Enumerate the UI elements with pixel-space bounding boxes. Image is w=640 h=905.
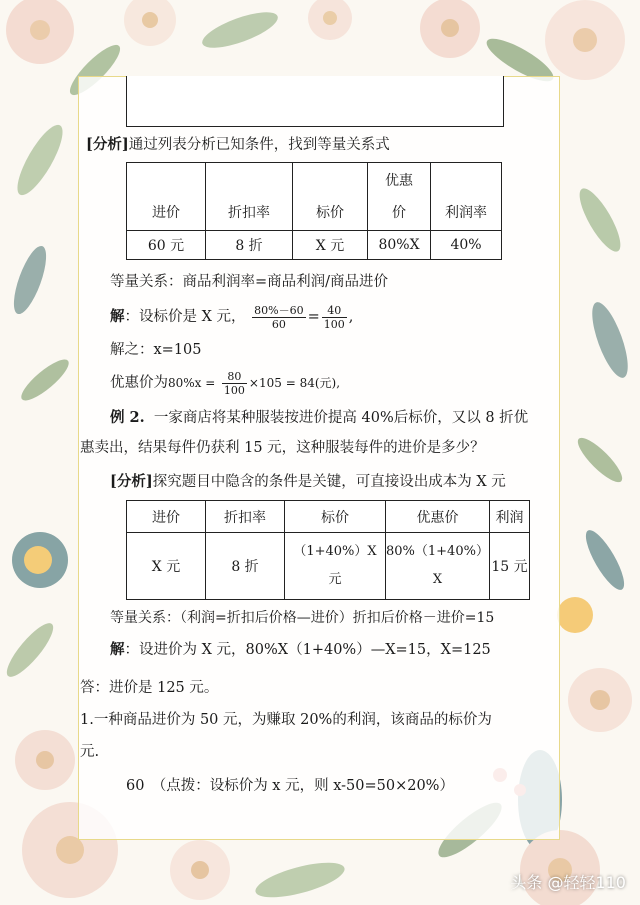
hint: 60 （点拨：设标价为 x 元，则 x-50=50×20%） bbox=[126, 778, 454, 794]
table-1-cell: 60 元 bbox=[127, 231, 206, 260]
solution-1-label: 解 bbox=[110, 308, 125, 325]
watermark: 头条 @轻轻110 bbox=[510, 873, 626, 892]
problem-1-line-2: 元. bbox=[80, 744, 100, 760]
equal-relation-1: 等量关系：商品利润率=商品利润/商品进价 bbox=[110, 274, 389, 290]
solution-2-text: ：设进价为 X 元，80%X（1+40%）—X=15，X=125 bbox=[124, 642, 491, 658]
table-2 bbox=[126, 500, 530, 600]
solution-2 bbox=[110, 640, 491, 660]
discount-price-pre: 优惠价为 bbox=[110, 375, 168, 391]
solution-1-result: 解之：x=105 bbox=[110, 342, 202, 358]
table-1-cell: 80%X bbox=[368, 231, 431, 260]
equal-relation-2: 等量关系：（利润=折扣后价格—进价）折扣后价格－进价=15 bbox=[110, 610, 495, 626]
answer: 答：进价是 125 元。 bbox=[80, 680, 219, 696]
discount-price bbox=[110, 368, 340, 398]
top-empty-box bbox=[126, 76, 504, 127]
table-1-header-cell: 利润率 bbox=[431, 163, 502, 231]
analysis-2-bracket: [分析] bbox=[110, 473, 153, 490]
table-1-cell: 40% bbox=[431, 231, 502, 260]
table-1-header-cell: 标价 bbox=[293, 163, 368, 231]
equals-sign: = bbox=[307, 309, 320, 325]
table-2-header-row bbox=[127, 501, 530, 533]
fraction-3-numerator: 80 bbox=[222, 370, 247, 384]
example-2-line-2: 惠卖出，结果每件仍获利 15 元，这种服装每件的进价是多少？ bbox=[80, 440, 485, 456]
analysis-2 bbox=[110, 472, 506, 492]
fraction-3 bbox=[222, 370, 247, 397]
table-1-data-row bbox=[127, 231, 502, 260]
table-1-header-cell: 进价 bbox=[127, 163, 206, 231]
problem-1-line-1: 1.一种商品进价为 50 元，为赚取 20%的利润，该商品的标价为 bbox=[80, 712, 492, 728]
analysis-1-text: 通过列表分析已知条件，找到等量关系式 bbox=[128, 137, 390, 153]
fraction-2-denominator: 100 bbox=[323, 317, 345, 331]
table-2-cell: 8 折 bbox=[206, 533, 285, 600]
solution-1-post: , bbox=[348, 309, 354, 325]
table-2-header-cell: 标价 bbox=[285, 501, 386, 533]
table-1-cell: X 元 bbox=[293, 231, 368, 260]
fraction-1 bbox=[252, 304, 305, 331]
example-2-label: 例 2. bbox=[110, 409, 145, 426]
discount-expr-1: 80%x = bbox=[168, 376, 216, 390]
example-2-line-1 bbox=[110, 408, 528, 428]
table-1-header-row bbox=[127, 163, 502, 231]
table-2-header-cell: 折扣率 bbox=[206, 501, 285, 533]
fraction-2-numerator: 40 bbox=[322, 304, 347, 318]
table-1-header-cell: 折扣率 bbox=[206, 163, 293, 231]
fraction-2 bbox=[322, 304, 347, 331]
example-2-text-1: 一家商店将某种服装按进价提高 40%后标价，又以 8 折优 bbox=[153, 410, 529, 426]
analysis-2-text: 探究题目中隐含的条件是关键，可直接设出成本为 X 元 bbox=[152, 474, 506, 490]
analysis-1-bracket: [分析] bbox=[86, 136, 129, 153]
analysis-1 bbox=[86, 135, 390, 155]
table-1-cell: 8 折 bbox=[206, 231, 293, 260]
table-1 bbox=[126, 162, 502, 260]
table-2-cell: 80%（1+40%） X bbox=[386, 533, 490, 600]
fraction-1-denominator: 60 bbox=[271, 317, 286, 331]
discount-expr-2: ×105 = 84(元), bbox=[248, 376, 341, 390]
solution-2-label: 解 bbox=[110, 641, 125, 658]
solution-1-pre: ：设标价是 X 元， bbox=[124, 309, 246, 325]
table-2-cell: 15 元 bbox=[489, 533, 529, 600]
table-2-data-row bbox=[127, 533, 530, 600]
table-2-cell: （1+40%）X 元 bbox=[285, 533, 386, 600]
table-1-header-cell: 优惠 价 bbox=[368, 163, 431, 231]
fraction-1-numerator: 80%－60 bbox=[254, 303, 304, 317]
table-2-cell: X 元 bbox=[127, 533, 206, 600]
table-2-header-cell: 利润 bbox=[489, 501, 529, 533]
solution-1 bbox=[110, 302, 353, 332]
table-2-header-cell: 优惠价 bbox=[386, 501, 490, 533]
fraction-3-denominator: 100 bbox=[223, 383, 245, 397]
table-2-header-cell: 进价 bbox=[127, 501, 206, 533]
